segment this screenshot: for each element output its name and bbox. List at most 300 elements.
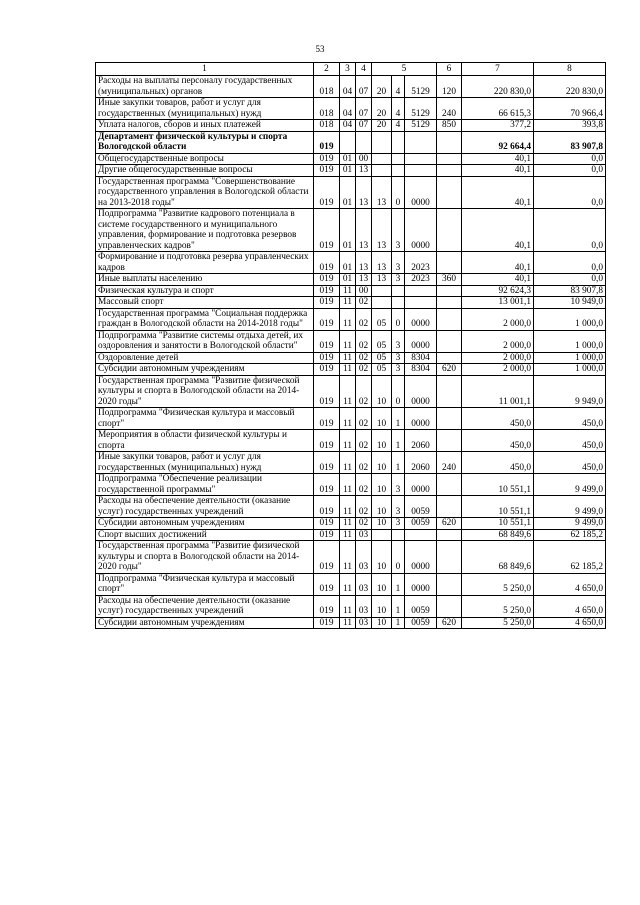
header-cell: 3	[340, 63, 356, 76]
cell-vr	[437, 176, 462, 209]
cell-value-2: 4 650,0	[534, 573, 606, 595]
cell-gr: 019	[314, 308, 340, 330]
cell-direction: 0000	[405, 330, 437, 352]
cell-direction: 8304	[405, 364, 437, 376]
cell-program: 05	[372, 330, 392, 352]
row-name: Государственная программа "Социальная поддержка граждан в Вологодской области на 2014-2018 годы"	[96, 308, 314, 330]
row-name: Расходы на обеспечение деятельности (оказание услуг) государственных учреждений	[96, 496, 314, 518]
row-name: Формирование и подготовка резерва управленческих кадров	[96, 252, 314, 274]
row-name: Подпрограмма "Развитие кадрового потенциала в системе государственного и муниципального управления, формирование и подготовка резервов управленческих кадров"	[96, 209, 314, 252]
cell-program	[372, 165, 392, 177]
cell-rz: 11	[340, 595, 356, 617]
cell-value-2: 9 499,0	[534, 518, 606, 530]
cell-program: 13	[372, 209, 392, 252]
cell-vr	[437, 352, 462, 364]
cell-vr: 240	[437, 452, 462, 474]
cell-gr: 019	[314, 209, 340, 252]
cell-pr: 03	[356, 573, 372, 595]
cell-program: 20	[372, 120, 392, 132]
cell-direction	[405, 153, 437, 165]
cell-vr	[437, 330, 462, 352]
table-row	[96, 176, 606, 209]
cell-subprogram: 1	[392, 595, 405, 617]
header-cell: 6	[437, 63, 462, 76]
cell-rz: 11	[340, 452, 356, 474]
cell-gr: 019	[314, 252, 340, 274]
cell-pr: 02	[356, 375, 372, 408]
cell-program: 13	[372, 176, 392, 209]
cell-vr	[437, 529, 462, 541]
cell-gr: 018	[314, 120, 340, 132]
row-name: Расходы на выплаты персоналу государственных (муниципальных) органов	[96, 76, 314, 98]
cell-rz: 11	[340, 408, 356, 430]
cell-program: 05	[372, 308, 392, 330]
row-name: Субсидии автономным учреждениям	[96, 518, 314, 530]
cell-rz: 04	[340, 76, 356, 98]
header-cell: 2	[314, 63, 340, 76]
table-row	[96, 529, 606, 541]
cell-rz: 11	[340, 430, 356, 452]
cell-direction: 2060	[405, 452, 437, 474]
cell-value-1: 68 849,6	[462, 529, 534, 541]
header-cell: 8	[534, 63, 606, 76]
cell-value-1: 10 551,1	[462, 496, 534, 518]
cell-program: 05	[372, 364, 392, 376]
cell-direction: 2060	[405, 430, 437, 452]
cell-program: 20	[372, 98, 392, 120]
cell-value-2: 0,0	[534, 274, 606, 286]
cell-rz: 11	[340, 617, 356, 629]
cell-program: 10	[372, 573, 392, 595]
cell-value-2: 4 650,0	[534, 617, 606, 629]
cell-program: 13	[372, 252, 392, 274]
cell-value-2: 450,0	[534, 452, 606, 474]
cell-subprogram: 1	[392, 408, 405, 430]
table-row	[96, 518, 606, 530]
cell-value-2: 62 185,2	[534, 541, 606, 574]
cell-program: 05	[372, 352, 392, 364]
row-name: Государственная программа "Развитие физической культуры и спорта в Вологодской области на 2014-2020 годы"	[96, 541, 314, 574]
cell-subprogram: 3	[392, 209, 405, 252]
cell-program	[372, 285, 392, 297]
cell-vr: 620	[437, 617, 462, 629]
cell-vr	[437, 541, 462, 574]
table-row	[96, 274, 606, 286]
cell-value-1: 40,1	[462, 252, 534, 274]
cell-rz: 11	[340, 285, 356, 297]
cell-value-2: 1 000,0	[534, 352, 606, 364]
cell-value-2: 83 907,8	[534, 285, 606, 297]
cell-gr: 019	[314, 375, 340, 408]
table-row	[96, 541, 606, 574]
budget-table	[95, 62, 606, 629]
cell-program: 10	[372, 474, 392, 496]
cell-value-1: 68 849,6	[462, 541, 534, 574]
cell-value-2: 62 185,2	[534, 529, 606, 541]
table-row	[96, 285, 606, 297]
cell-rz: 11	[340, 573, 356, 595]
cell-program: 10	[372, 518, 392, 530]
cell-value-1: 5 250,0	[462, 595, 534, 617]
table-row	[96, 76, 606, 98]
table-row	[96, 375, 606, 408]
cell-rz: 11	[340, 352, 356, 364]
header-cell: 5	[372, 63, 437, 76]
cell-rz: 11	[340, 375, 356, 408]
cell-subprogram: 3	[392, 252, 405, 274]
cell-subprogram: 3	[392, 364, 405, 376]
cell-rz: 01	[340, 209, 356, 252]
cell-gr: 019	[314, 352, 340, 364]
cell-pr: 13	[356, 274, 372, 286]
cell-program: 10	[372, 430, 392, 452]
cell-pr: 07	[356, 98, 372, 120]
cell-subprogram	[392, 285, 405, 297]
cell-subprogram	[392, 165, 405, 177]
cell-value-2: 0,0	[534, 165, 606, 177]
cell-pr: 00	[356, 153, 372, 165]
cell-value-2: 450,0	[534, 430, 606, 452]
cell-rz: 11	[340, 308, 356, 330]
row-name: Мероприятия в области физической культуры и спорта	[96, 430, 314, 452]
cell-gr: 019	[314, 330, 340, 352]
cell-value-1: 11 001,1	[462, 375, 534, 408]
cell-gr: 018	[314, 76, 340, 98]
cell-value-2: 10 949,0	[534, 297, 606, 309]
cell-vr	[437, 573, 462, 595]
cell-vr: 240	[437, 98, 462, 120]
cell-pr: 02	[356, 364, 372, 376]
cell-pr	[356, 131, 372, 153]
row-name: Подпрограмма "Физическая культура и массовый спорт"	[96, 573, 314, 595]
cell-rz: 11	[340, 541, 356, 574]
cell-gr: 019	[314, 297, 340, 309]
cell-gr: 019	[314, 518, 340, 530]
cell-value-1: 2 000,0	[462, 308, 534, 330]
cell-rz: 11	[340, 330, 356, 352]
cell-vr	[437, 153, 462, 165]
cell-pr: 03	[356, 529, 372, 541]
cell-gr: 019	[314, 541, 340, 574]
cell-value-2: 1 000,0	[534, 364, 606, 376]
cell-subprogram: 1	[392, 617, 405, 629]
cell-vr: 620	[437, 364, 462, 376]
cell-rz: 01	[340, 153, 356, 165]
cell-value-1: 40,1	[462, 209, 534, 252]
table-row	[96, 474, 606, 496]
cell-pr: 03	[356, 541, 372, 574]
cell-vr: 360	[437, 274, 462, 286]
table-row	[96, 595, 606, 617]
cell-pr: 13	[356, 209, 372, 252]
cell-pr: 13	[356, 252, 372, 274]
table-row	[96, 496, 606, 518]
header-cell: 1	[96, 63, 314, 76]
cell-subprogram: 1	[392, 430, 405, 452]
cell-direction: 2023	[405, 252, 437, 274]
cell-value-2: 1 000,0	[534, 330, 606, 352]
header-cell: 7	[462, 63, 534, 76]
row-name: Уплата налогов, сборов и иных платежей	[96, 120, 314, 132]
cell-pr: 02	[356, 518, 372, 530]
cell-subprogram: 0	[392, 176, 405, 209]
cell-direction: 0000	[405, 541, 437, 574]
cell-gr: 018	[314, 98, 340, 120]
cell-pr: 02	[356, 352, 372, 364]
cell-pr: 02	[356, 430, 372, 452]
cell-gr: 019	[314, 285, 340, 297]
cell-program: 10	[372, 496, 392, 518]
cell-value-1: 40,1	[462, 176, 534, 209]
row-name: Массовый спорт	[96, 297, 314, 309]
cell-value-2: 0,0	[534, 153, 606, 165]
cell-program	[372, 153, 392, 165]
cell-value-2: 220 830,0	[534, 76, 606, 98]
cell-subprogram: 0	[392, 375, 405, 408]
cell-gr: 019	[314, 452, 340, 474]
cell-subprogram	[392, 131, 405, 153]
row-name: Департамент физической культуры и спорта Вологодской области	[96, 131, 314, 153]
cell-value-2: 1 000,0	[534, 308, 606, 330]
cell-program: 10	[372, 375, 392, 408]
row-name: Физическая культура и спорт	[96, 285, 314, 297]
cell-direction: 2023	[405, 274, 437, 286]
cell-vr	[437, 375, 462, 408]
cell-subprogram: 0	[392, 541, 405, 574]
cell-value-1: 92 624,3	[462, 285, 534, 297]
table-row	[96, 131, 606, 153]
cell-vr	[437, 252, 462, 274]
cell-pr: 13	[356, 176, 372, 209]
cell-subprogram: 4	[392, 98, 405, 120]
cell-subprogram: 3	[392, 274, 405, 286]
cell-pr: 02	[356, 452, 372, 474]
cell-direction: 0000	[405, 209, 437, 252]
cell-program: 10	[372, 595, 392, 617]
cell-direction: 5129	[405, 120, 437, 132]
cell-pr: 00	[356, 285, 372, 297]
cell-value-2: 0,0	[534, 176, 606, 209]
cell-value-1: 2 000,0	[462, 330, 534, 352]
cell-direction: 0059	[405, 595, 437, 617]
cell-gr: 019	[314, 153, 340, 165]
row-name: Подпрограмма "Обеспечение реализации государственной программы"	[96, 474, 314, 496]
cell-value-2: 70 966,4	[534, 98, 606, 120]
cell-program: 20	[372, 76, 392, 98]
cell-value-1: 66 615,3	[462, 98, 534, 120]
cell-subprogram: 1	[392, 573, 405, 595]
cell-value-2: 83 907,8	[534, 131, 606, 153]
cell-direction: 5129	[405, 76, 437, 98]
cell-vr	[437, 285, 462, 297]
table-row	[96, 430, 606, 452]
cell-program	[372, 529, 392, 541]
cell-direction: 0059	[405, 496, 437, 518]
row-name: Иные выплаты населению	[96, 274, 314, 286]
cell-subprogram: 3	[392, 518, 405, 530]
cell-rz: 11	[340, 496, 356, 518]
header-cell: 4	[356, 63, 372, 76]
cell-program: 10	[372, 617, 392, 629]
cell-subprogram: 4	[392, 76, 405, 98]
table-row	[96, 330, 606, 352]
cell-gr: 019	[314, 165, 340, 177]
cell-value-1: 2 000,0	[462, 352, 534, 364]
cell-subprogram: 1	[392, 452, 405, 474]
table-row	[96, 252, 606, 274]
cell-vr	[437, 595, 462, 617]
table-row	[96, 352, 606, 364]
cell-value-1: 450,0	[462, 408, 534, 430]
cell-value-1: 40,1	[462, 153, 534, 165]
cell-program	[372, 297, 392, 309]
cell-vr	[437, 474, 462, 496]
cell-subprogram: 3	[392, 474, 405, 496]
cell-pr: 02	[356, 408, 372, 430]
cell-subprogram	[392, 297, 405, 309]
cell-value-2: 0,0	[534, 252, 606, 274]
cell-subprogram: 3	[392, 352, 405, 364]
row-name: Спорт высших достижений	[96, 529, 314, 541]
row-name: Государственная программа "Развитие физической культуры и спорта в Вологодской области на 2014-2020 годы"	[96, 375, 314, 408]
cell-direction	[405, 285, 437, 297]
cell-pr: 03	[356, 617, 372, 629]
cell-rz: 11	[340, 364, 356, 376]
row-name: Общегосударственные вопросы	[96, 153, 314, 165]
cell-subprogram	[392, 529, 405, 541]
cell-direction: 0000	[405, 375, 437, 408]
table-header-row	[96, 63, 606, 76]
cell-gr: 019	[314, 364, 340, 376]
cell-value-2: 4 650,0	[534, 595, 606, 617]
cell-vr	[437, 297, 462, 309]
cell-gr: 019	[314, 573, 340, 595]
cell-value-1: 2 000,0	[462, 364, 534, 376]
cell-value-2: 9 949,0	[534, 375, 606, 408]
cell-pr: 02	[356, 297, 372, 309]
cell-direction	[405, 297, 437, 309]
cell-value-1: 5 250,0	[462, 573, 534, 595]
cell-vr	[437, 308, 462, 330]
cell-gr: 019	[314, 617, 340, 629]
row-name: Расходы на обеспечение деятельности (оказание услуг) государственных учреждений	[96, 595, 314, 617]
cell-gr: 019	[314, 496, 340, 518]
cell-direction: 8304	[405, 352, 437, 364]
cell-direction: 0059	[405, 518, 437, 530]
table-row	[96, 297, 606, 309]
cell-vr	[437, 408, 462, 430]
cell-value-2: 9 499,0	[534, 496, 606, 518]
cell-pr: 02	[356, 330, 372, 352]
cell-value-1: 40,1	[462, 165, 534, 177]
table-row	[96, 209, 606, 252]
cell-gr: 019	[314, 408, 340, 430]
table-row	[96, 153, 606, 165]
table-row	[96, 573, 606, 595]
cell-vr	[437, 430, 462, 452]
table-row	[96, 120, 606, 132]
cell-value-2: 0,0	[534, 209, 606, 252]
cell-direction: 0000	[405, 474, 437, 496]
cell-subprogram	[392, 153, 405, 165]
row-name: Другие общегосударственные вопросы	[96, 165, 314, 177]
cell-value-1: 450,0	[462, 430, 534, 452]
page-number: 53	[315, 44, 325, 54]
cell-gr: 019	[314, 176, 340, 209]
row-name: Оздоровление детей	[96, 352, 314, 364]
cell-gr: 019	[314, 529, 340, 541]
row-name: Иные закупки товаров, работ и услуг для государственных (муниципальных) нужд	[96, 98, 314, 120]
table-row	[96, 617, 606, 629]
cell-rz: 01	[340, 252, 356, 274]
cell-vr: 620	[437, 518, 462, 530]
cell-rz: 11	[340, 529, 356, 541]
cell-rz: 01	[340, 274, 356, 286]
cell-pr: 03	[356, 595, 372, 617]
cell-vr: 850	[437, 120, 462, 132]
cell-subprogram: 3	[392, 330, 405, 352]
row-name: Субсидии автономным учреждениям	[96, 364, 314, 376]
cell-value-1: 5 250,0	[462, 617, 534, 629]
cell-direction: 0000	[405, 176, 437, 209]
table-row	[96, 408, 606, 430]
cell-vr: 120	[437, 76, 462, 98]
row-name: Иные закупки товаров, работ и услуг для государственных (муниципальных) нужд	[96, 452, 314, 474]
cell-gr: 019	[314, 274, 340, 286]
row-name: Подпрограмма "Физическая культура и массовый спорт"	[96, 408, 314, 430]
cell-value-1: 92 664,4	[462, 131, 534, 153]
cell-vr	[437, 165, 462, 177]
cell-direction	[405, 131, 437, 153]
cell-rz: 01	[340, 165, 356, 177]
cell-program: 13	[372, 274, 392, 286]
cell-rz: 11	[340, 297, 356, 309]
cell-value-1: 377,2	[462, 120, 534, 132]
cell-value-2: 393,8	[534, 120, 606, 132]
cell-vr	[437, 131, 462, 153]
cell-value-1: 40,1	[462, 274, 534, 286]
cell-vr	[437, 496, 462, 518]
cell-direction: 0000	[405, 573, 437, 595]
cell-value-1: 13 001,1	[462, 297, 534, 309]
row-name: Подпрограмма "Развитие системы отдыха детей, их оздоровления и занятости в Вологодской области"	[96, 330, 314, 352]
row-name: Субсидии автономным учреждениям	[96, 617, 314, 629]
table-row	[96, 98, 606, 120]
cell-subprogram: 4	[392, 120, 405, 132]
table-row	[96, 165, 606, 177]
cell-pr: 07	[356, 120, 372, 132]
cell-value-1: 10 551,1	[462, 518, 534, 530]
cell-direction	[405, 165, 437, 177]
cell-program	[372, 131, 392, 153]
cell-value-2: 9 499,0	[534, 474, 606, 496]
cell-pr: 02	[356, 474, 372, 496]
cell-rz: 01	[340, 176, 356, 209]
cell-gr: 019	[314, 595, 340, 617]
cell-value-2: 450,0	[534, 408, 606, 430]
cell-direction: 0000	[405, 408, 437, 430]
cell-pr: 02	[356, 308, 372, 330]
cell-rz	[340, 131, 356, 153]
cell-rz: 04	[340, 120, 356, 132]
cell-rz: 11	[340, 518, 356, 530]
cell-direction: 0000	[405, 308, 437, 330]
cell-direction	[405, 529, 437, 541]
cell-rz: 11	[340, 474, 356, 496]
row-name: Государственная программа "Совершенствование государственного управления в Вологодской области на 2013-2018 годы"	[96, 176, 314, 209]
cell-value-1: 450,0	[462, 452, 534, 474]
cell-gr: 019	[314, 131, 340, 153]
